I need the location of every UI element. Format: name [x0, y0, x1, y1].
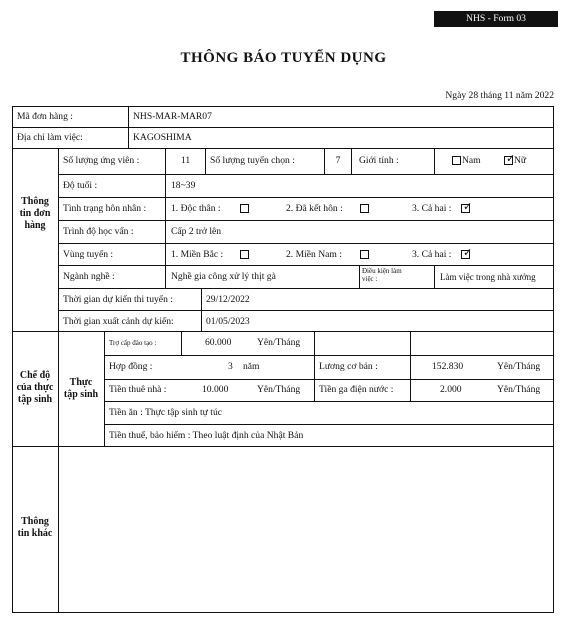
- contract-unit: năm: [243, 361, 260, 372]
- marital-married-label: 2. Đã kết hôn :: [286, 203, 343, 214]
- rent-unit: Yên/Tháng: [257, 384, 301, 395]
- check-icon: ✓: [506, 152, 516, 165]
- applicants-value: 11: [180, 155, 191, 166]
- salary-unit: Yên/Tháng: [497, 361, 541, 372]
- job-label: Ngành nghề :: [63, 271, 115, 282]
- rent-label: Tiền thuê nhà :: [109, 384, 167, 395]
- region-both-checkbox[interactable]: [461, 246, 473, 259]
- exam-date-label: Thời gian dự kiến thi tuyển :: [63, 294, 173, 305]
- check-icon: ✓: [463, 200, 473, 213]
- training-allowance-value: 60.000: [205, 337, 232, 348]
- region-both-label: 3. Cả hai :: [412, 249, 452, 260]
- contract-label: Hợp đồng :: [109, 361, 153, 372]
- departure-value: 01/05/2023: [206, 316, 250, 327]
- gender-male-checkbox[interactable]: [452, 156, 461, 165]
- trainee-sub-label: Thực tập sinh: [63, 377, 99, 400]
- contract-value: 3: [228, 361, 233, 372]
- applicants-label: Số lượng ứng viên :: [63, 155, 140, 166]
- region-south-label: 2. Miền Nam :: [286, 249, 342, 260]
- age-label: Độ tuổi :: [63, 180, 98, 191]
- region-north-label: 1. Miền Bắc :: [171, 249, 224, 260]
- rent-value: 10.000: [202, 384, 229, 395]
- gender-female-checkbox[interactable]: [504, 152, 516, 165]
- region-north-checkbox[interactable]: [240, 250, 249, 259]
- education-value: Cấp 2 trở lên: [171, 226, 222, 237]
- region-south-checkbox[interactable]: [360, 250, 369, 259]
- departure-label: Thời gian xuất cảnh dự kiến:: [63, 316, 174, 327]
- education-label: Trình độ học vấn :: [63, 226, 134, 237]
- marital-label: Tình trạng hôn nhân :: [63, 203, 147, 214]
- training-allowance-unit: Yên/Tháng: [257, 337, 301, 348]
- conditions-label: Điều kiện làm việc :: [362, 267, 402, 283]
- marital-married-checkbox[interactable]: [360, 204, 369, 213]
- utilities-value: 2.000: [440, 384, 462, 395]
- other-info-section-label: Thông tin khác: [17, 516, 53, 539]
- form-badge: NHS - Form 03: [434, 11, 558, 27]
- work-location-label: Địa chỉ làm việc:: [17, 132, 83, 143]
- gender-male-label: Nam: [462, 155, 481, 166]
- other-info-content: [59, 447, 553, 612]
- conditions-value: Làm việc trong nhà xưởng: [440, 272, 536, 282]
- benefits-section-label: Chế độ của thực tập sinh: [16, 370, 54, 405]
- gender-label: Giới tính :: [359, 155, 399, 166]
- selected-value: 7: [335, 155, 341, 166]
- utilities-label: Tiền ga điện nước :: [319, 384, 394, 395]
- exam-date-value: 29/12/2022: [206, 294, 250, 305]
- work-location-value: KAGOSHIMA: [133, 132, 192, 143]
- marital-single-label: 1. Độc thân :: [171, 203, 221, 214]
- order-code-label: Mã đơn hàng :: [17, 111, 73, 122]
- check-icon: ✓: [463, 246, 473, 259]
- salary-value: 152.830: [432, 361, 464, 372]
- training-allowance-label: Trợ cấp đào tạo :: [109, 339, 157, 347]
- document-date: Ngày 28 tháng 11 năm 2022: [445, 90, 554, 101]
- marital-both-label: 3. Cả hai :: [412, 203, 452, 214]
- tax-text: Tiền thuế, bảo hiểm : Theo luật định của Nhật Bản: [109, 430, 304, 441]
- order-info-section-label: Thông tin đơn hàng: [19, 196, 51, 231]
- meals-text: Tiền ăn : Thực tập sinh tự túc: [109, 407, 222, 418]
- marital-both-checkbox[interactable]: [461, 200, 473, 213]
- utilities-unit: Yên/Tháng: [497, 384, 541, 395]
- order-code-value: NHS-MAR-MAR07: [133, 111, 212, 122]
- selected-label: Số lượng tuyển chọn :: [210, 155, 295, 166]
- region-label: Vùng tuyển :: [63, 249, 114, 260]
- marital-single-checkbox[interactable]: [240, 204, 249, 213]
- salary-label: Lương cơ bản :: [319, 361, 378, 372]
- gender-female-label: Nữ: [514, 155, 527, 166]
- job-value: Nghề gia công xử lý thịt gà: [171, 271, 276, 282]
- page-title: THÔNG BÁO TUYỂN DỤNG: [180, 50, 387, 66]
- age-value: 18~39: [171, 180, 196, 191]
